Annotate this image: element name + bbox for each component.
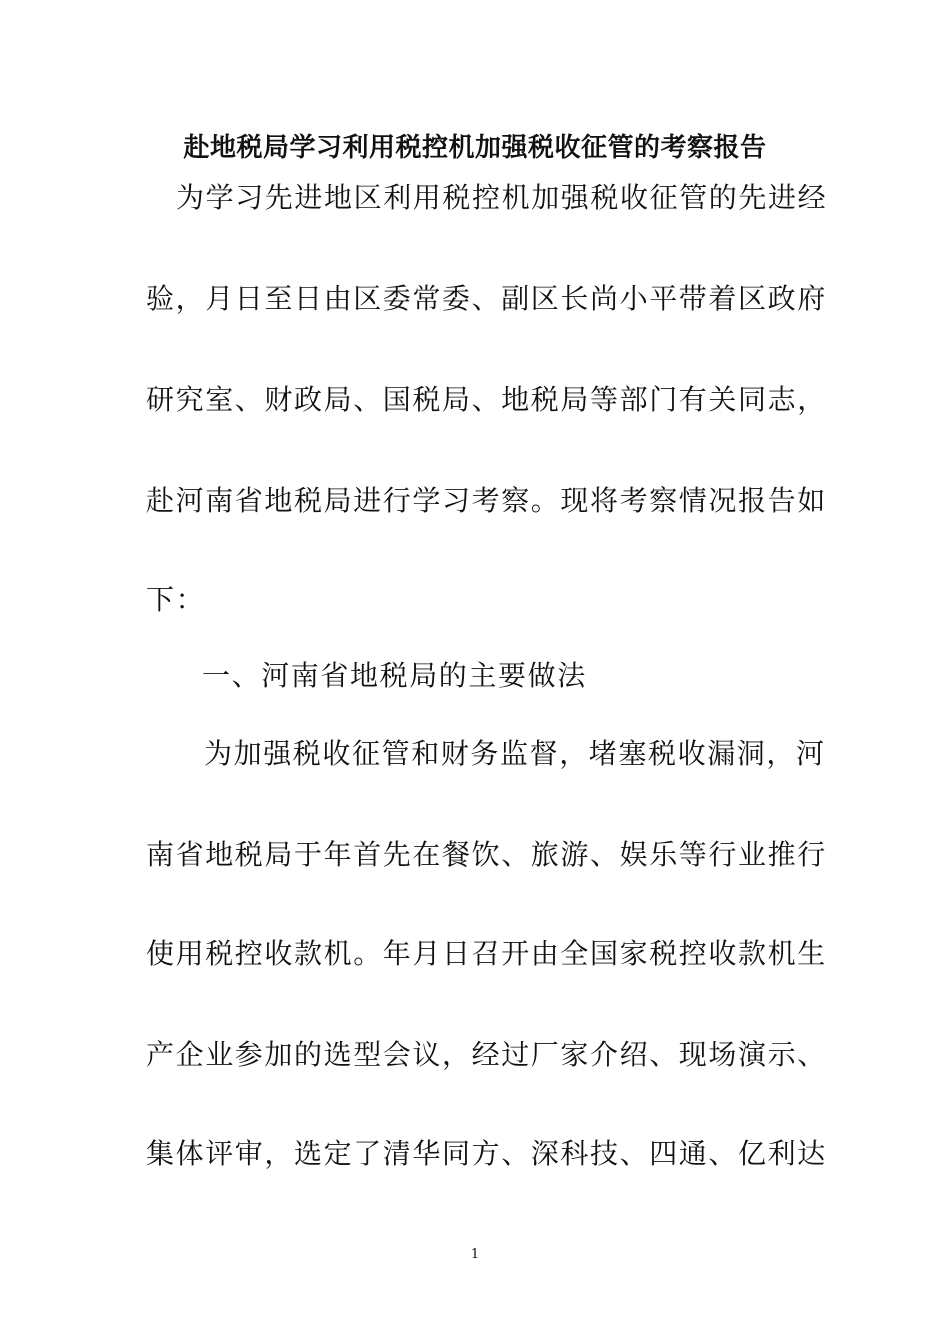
paragraph-line: 产企业参加的选型会议，经过厂家介绍、现场演示、 <box>146 1038 827 1071</box>
paragraph-line: 验，月日至日由区委常委、副区长尚小平带着区政府 <box>146 282 827 315</box>
paragraph-line: 为学习先进地区利用税控机加强税收征管的先进经 <box>176 181 828 214</box>
paragraph-line: 研究室、财政局、国税局、地税局等部门有关同志， <box>146 383 827 416</box>
paragraph-line: 为加强税收征管和财务监督，堵塞税收漏洞，河 <box>204 737 826 770</box>
paragraph-line: 使用税控收款机。年月日召开由全国家税控收款机生 <box>146 937 827 970</box>
paragraph-line: 集体评审，选定了清华同方、深科技、四通、亿利达 <box>146 1137 827 1170</box>
document-title: 赴地税局学习利用税控机加强税收征管的考察报告 <box>183 133 767 163</box>
page-number: 1 <box>470 1247 480 1262</box>
section-heading: 一、河南省地税局的主要做法 <box>202 659 587 692</box>
paragraph-line: 下： <box>146 583 206 616</box>
paragraph-line: 赴河南省地税局进行学习考察。现将考察情况报告如 <box>146 484 827 517</box>
paragraph-line: 南省地税局于年首先在餐饮、旅游、娱乐等行业推行 <box>146 838 827 871</box>
